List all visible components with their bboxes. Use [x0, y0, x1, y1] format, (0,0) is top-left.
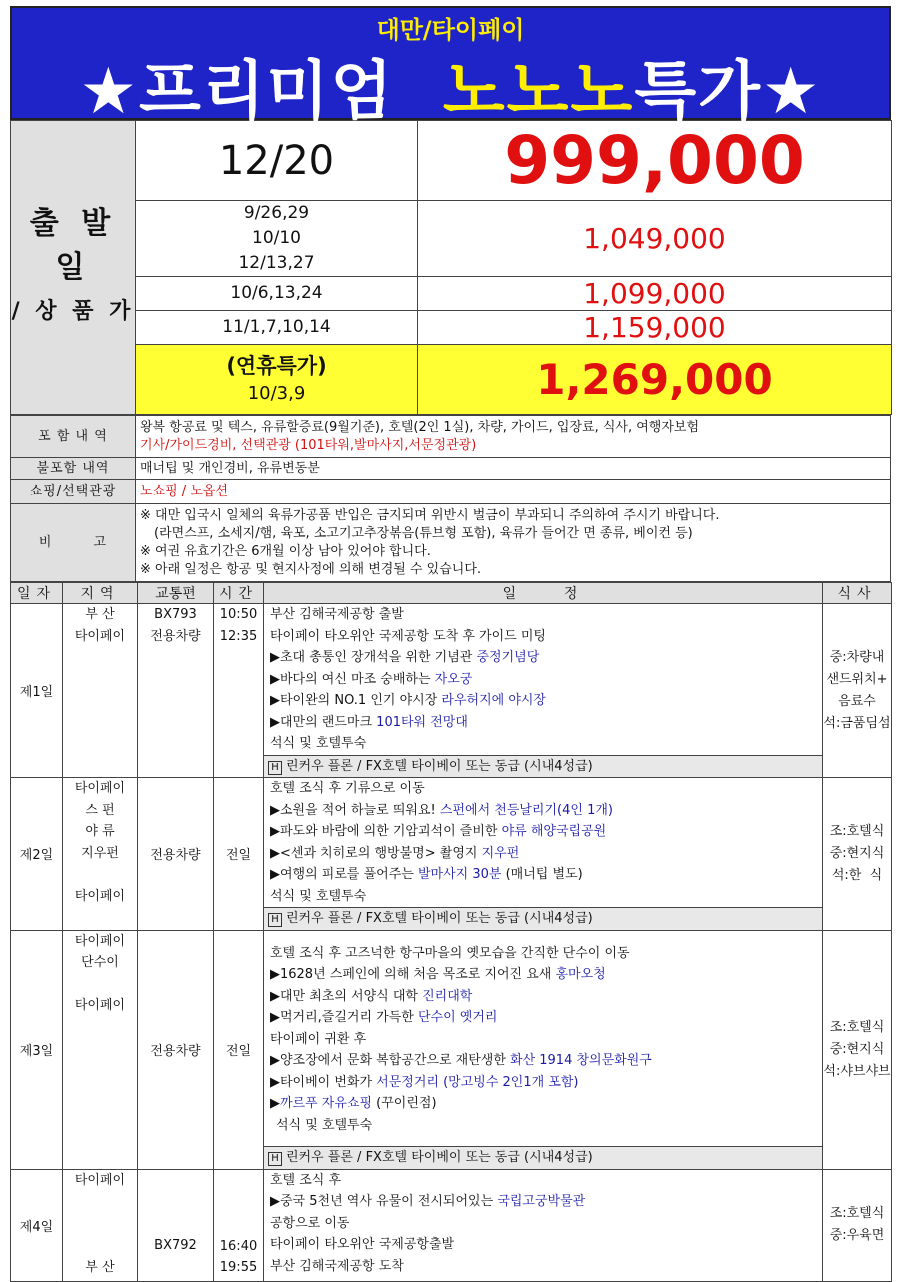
departure-date: 12/20 [136, 121, 418, 201]
region: 타이페이 단수이 타이페이 [63, 930, 138, 1169]
itinerary: 부산 김해국제공항 출발 타이페이 타오위안 국제공항 도착 후 가이드 미팅 ▶초대 총통인 장개석을 위한 기념관 중정기념당 ▶바다의 여신 마조 숭배하는 자오궁 ▶타이완의 NO.1 인기 야시장 라우허지에 야시장 ▶대만의 랜드마크 101타워 전망대 석식 및 호텔투숙 H 린커우 플론 / FX호텔 타이베이 또는 동급 (시내4성급) [264, 604, 823, 778]
destination-subtitle: 대만/타이페이 [376, 16, 525, 44]
departure-date: 9/26,29 10/10 12/13,27 [136, 201, 418, 277]
title-nonono: 노노노 [442, 55, 635, 129]
transport: BX792 [138, 1169, 214, 1281]
itinerary: 호텔 조식 후 기류으로 이동 ▶소원을 적어 하늘로 띄워요! 스펀에서 천등날리기(4인 1개) ▶파도와 바람에 의한 기암괴석이 즐비한 야류 해양국립공원 ▶<센과 치히로의 행방불명> 촬영지 지우펀 ▶여행의 피로를 풀어주는 발마사지 30분 (매너팁 별도) 석식 및 호텔투숙 H 린커우 플론 / FX호텔 타이베이 또는 동급 (시내4성급) [264, 778, 823, 931]
day-row [11, 930, 892, 1169]
price-row-holiday [11, 345, 892, 415]
col-day: 일자 [11, 583, 63, 604]
price-table [10, 120, 892, 415]
transport: 전용차량 [138, 930, 214, 1169]
info-table [10, 415, 891, 582]
day-label: 제3일 [11, 930, 63, 1169]
transport: 전용차량 [138, 778, 214, 931]
time: 전일 [214, 930, 264, 1169]
meals: 조:호텔식 중:현지식 석:한 식 [823, 778, 892, 931]
itinerary-table [10, 582, 892, 1282]
exclude-label: 불포함 내역 [11, 458, 136, 480]
day-row [11, 604, 892, 778]
shopping-text: 노쇼핑 / 노옵션 [136, 480, 891, 504]
star-left-icon: ★ [79, 55, 139, 129]
meals: 중:차량내 샌드위치+ 음료수 석:금품딤섬 [823, 604, 892, 778]
price-row [11, 277, 892, 311]
price-row [11, 311, 892, 345]
star-right-icon: ★ [762, 55, 822, 129]
meals: 조:호텔식 중:현지식 석:샤브샤브 [823, 930, 892, 1169]
day-row [11, 778, 892, 931]
departure-date: 11/1,7,10,14 [136, 311, 418, 345]
itinerary-header [11, 583, 892, 604]
banner-title [12, 40, 889, 132]
col-itinerary: 일 정 [264, 583, 823, 604]
col-time: 시간 [214, 583, 264, 604]
price-row [11, 121, 892, 201]
region: 타이페이 부 산 [63, 1169, 138, 1281]
col-region: 지역 [63, 583, 138, 604]
hotel-bar: H 린커우 플론 / FX호텔 타이베이 또는 동급 (시내4성급) [264, 1146, 822, 1169]
day-label: 제4일 [11, 1169, 63, 1281]
hotel-icon: H [268, 761, 282, 775]
price: 1,049,000 [418, 201, 892, 277]
hotel-icon: H [268, 913, 282, 927]
price: 999,000 [418, 121, 892, 201]
hotel-bar: H 린커우 플론 / FX호텔 타이베이 또는 동급 (시내4성급) [264, 907, 822, 930]
time: 10:50 12:35 [214, 604, 264, 778]
price: 1,159,000 [418, 311, 892, 345]
region: 타이페이 스 펀 야 류 지우펀 타이페이 [63, 778, 138, 931]
notes-label: 비 고 [11, 504, 136, 582]
title-premium: 프리미엄 [139, 55, 395, 129]
title-special: 특가 [634, 55, 762, 129]
exclude-text: 매너팁 및 개인경비, 유류변동분 [136, 458, 891, 480]
include-text: 왕복 항공료 및 텍스, 유류할증료(9월기준), 호텔(2인 1실), 차량, 가이드, 입장료, 식사, 여행자보험 기사/가이드경비, 선택관광 (101타워,발마사지,서문정관광) [136, 416, 891, 458]
hotel-bar: H 린커우 플론 / FX호텔 타이베이 또는 동급 (시내4성급) [264, 755, 822, 778]
notes-text: ※ 대만 입국시 일체의 육류가공품 반입은 금지되며 위반시 벌금이 부과되니 주의하여 주시기 바랍니다. (라면스프, 소세지/햄, 육포, 소고기고추장볶음(튜브형 포함), 육류가 들어간 면 종류, 베이컨 등) ※ 여권 유효기간은 6개월 이상 남아 있어야 합니다. ※ 아래 일정은 항공 및 현지사정에 의해 변경될 수 있습니다. [136, 504, 891, 582]
departure-date: (연휴특가) 10/3,9 [136, 345, 418, 415]
time: 16:40 19:55 [214, 1169, 264, 1281]
itinerary: 호텔 조식 후 고즈넉한 항구마을의 옛모습을 간직한 단수이 이동 ▶1628년 스페인에 의해 처음 목조로 지어진 요새 홍마오청 ▶대만 최초의 서양식 대학 진리대학 ▶먹거리,즐길거리 가득한 단수이 옛거리 타이페이 귀환 후 ▶양조장에서 문화 복합공간으로 재탄생한 화산 1914 창의문화원구 ▶타이베이 번화가 서문정거리 (망고빙수 2인1개 포함) ▶까르푸 자유쇼핑 (꾸이린점) 석식 및 호텔투숙 H 린커우 플론 / FX호텔 타이베이 또는 동급 (시내4성급) [264, 930, 823, 1169]
departure-date: 10/6,13,24 [136, 277, 418, 311]
price: 1,269,000 [418, 345, 892, 415]
hotel-icon: H [268, 1152, 282, 1166]
itinerary: 호텔 조식 후 ▶중국 5천년 역사 유물이 전시되어있는 국립고궁박물관 공항으로 이동 타이페이 타오위안 국제공항출발 부산 김해국제공항 도착 [264, 1169, 823, 1281]
col-transport: 교통편 [138, 583, 214, 604]
day-row [11, 1169, 892, 1281]
departure-price-label: 출 발 일 / 상 품 가 [11, 121, 136, 415]
time: 전일 [214, 778, 264, 931]
transport: BX793 전용차량 [138, 604, 214, 778]
col-meal: 식사 [823, 583, 892, 604]
price-row [11, 201, 892, 277]
shopping-label: 쇼핑/선택관광 [11, 480, 136, 504]
include-label: 포 함 내 역 [11, 416, 136, 458]
day-label: 제1일 [11, 604, 63, 778]
price: 1,099,000 [418, 277, 892, 311]
brochure [10, 6, 891, 1282]
region: 부 산 타이페이 [63, 604, 138, 778]
day-label: 제2일 [11, 778, 63, 931]
title-banner [10, 6, 891, 129]
meals: 조:호텔식 중:우육면 [823, 1169, 892, 1281]
